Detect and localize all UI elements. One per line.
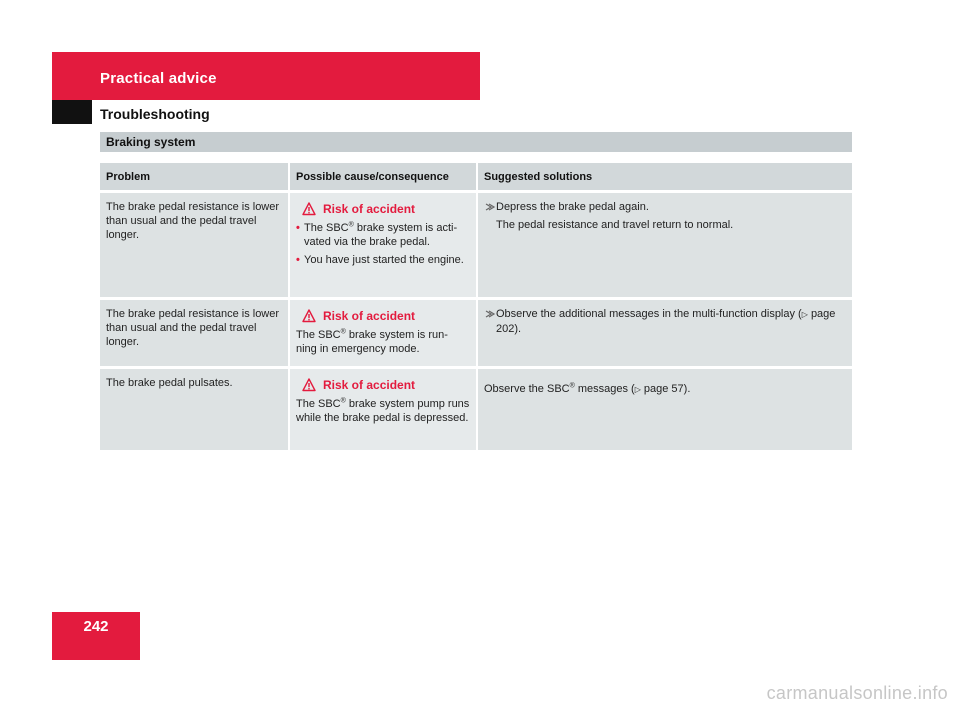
arrow-right-icon [484,307,496,320]
problem-cell [100,193,288,300]
column-header-cause: Possible cause/consequence [288,163,476,193]
registered-mark: ® [340,397,346,405]
problem-cell [100,300,288,369]
solution-cell [476,369,852,453]
problem-cell [100,369,288,453]
solution-text-mid: messages ( [574,383,635,395]
risk-warning [296,202,470,216]
table-row [100,369,852,453]
table-row [100,300,852,369]
cause-cell [288,193,476,300]
page-ref-icon: ▷ [801,310,808,319]
registered-mark: ® [348,221,354,229]
table-row [100,193,852,300]
page-reference[interactable]: page 57). [643,383,691,395]
solution-note: The pedal resistance and travel return to normal. [496,219,734,231]
risk-label: Risk of accident [323,202,416,216]
problem-text: The brake pedal resistance is lower than usual and the pedal travel longer. [106,308,280,348]
troubleshooting-table [100,132,852,453]
registered-mark: ® [569,382,575,390]
risk-label: Risk of accident [323,378,416,392]
warning-triangle-icon [302,202,316,216]
cause-text-post: brake system pump runs while the brake pedal is depressed. [296,398,470,424]
problem-text: The brake pedal resistance is lower than usual and the pedal travel longer. [106,201,280,241]
braking-system-table [100,163,852,453]
cause-bullet [296,221,470,249]
cause-text-pre: The SBC [304,222,349,234]
section-title: Practical advice [100,70,217,87]
cause-cell [288,300,476,369]
cause-text: You have just started the engine. [304,254,464,266]
column-header-problem: Problem [100,163,288,193]
table-title: Braking system [100,132,852,152]
page-number: 242 [83,618,109,635]
cause-cell [288,369,476,453]
risk-warning [296,309,470,323]
cause-text-pre: The SBC [296,398,341,410]
page-ref-icon: ▷ [634,385,641,394]
page-reference[interactable]: page 202). [496,308,836,335]
solution-cell [476,300,852,369]
risk-label: Risk of accident [323,309,416,323]
cause-text-post: brake system is acti- vated via the brake pedal. [304,222,458,248]
solution-text-pre: Observe the SBC [484,383,570,395]
table-header-row [100,163,852,193]
subsection-tab [52,100,92,124]
cause-text [296,397,470,425]
cause-text-pre: The SBC [296,329,341,341]
solution-step [484,307,846,336]
solution-step-text: Observe the additional messages in the multi-function display ( [496,308,802,320]
risk-warning [296,378,470,392]
problem-text: The brake pedal pulsates. [106,377,233,389]
column-header-solutions: Suggested solutions [476,163,852,193]
bullet-marker: • [296,222,300,234]
cause-bullet [296,253,470,267]
solution-step [484,200,846,214]
bullet-marker: • [296,254,300,266]
warning-triangle-icon [302,378,316,392]
cause-text-post: brake system is run- ning in emergency mode. [296,329,448,355]
arrow-right-icon [484,200,496,213]
watermark: carmanualsonline.info [766,683,948,703]
registered-mark: ® [340,328,346,336]
solution-cell [476,193,852,300]
cause-text [296,328,470,356]
warning-triangle-icon [302,309,316,323]
solution-step-text: Depress the brake pedal again. [496,201,649,213]
subsection-title: Troubleshooting [100,106,210,122]
solution-text [484,382,846,397]
